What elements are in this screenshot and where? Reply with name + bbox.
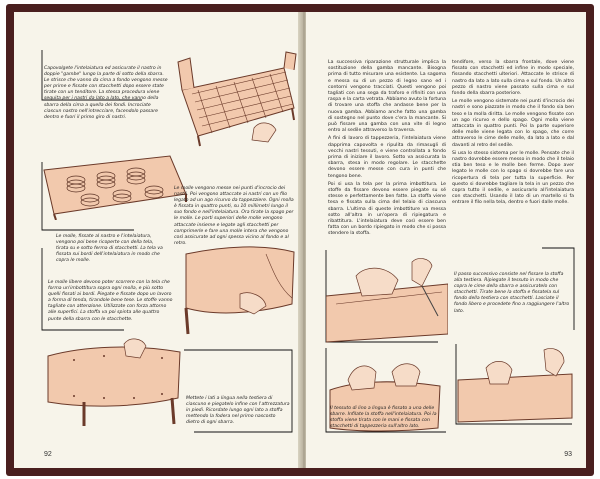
book-spread bbox=[6, 4, 594, 476]
page-number-left: 92 bbox=[44, 451, 52, 458]
body-paragraph: Le molle vengono sistemate nei punti d'incrocio dei nastri e sono piazzate in modo che il fondo sia ben teso e la molla diritta. Le molle vengono fissate con un ago ricurvo e dello spago. Ogni molla viene attaccata in quattro punti. Poi la parte superiore delle molle viene legata con lo spago, che corre attraverso le cime delle molle, da lato a lato e dal davanti al retro del sedile. bbox=[452, 99, 574, 148]
body-paragraph: Poi si usa la tela per la prima imbottitura. Le stoffe da fissare devono essere piegate su sé stesse e perfettamente ben fatte. La stoffa viene tesa e fissata sulla cima del telaio di ciascuna sbarra. L'ultima di queste imbottiture va messa sotto all'altra in un'opera di ripiegatura e ribattitura. L'intelaiatura deve così essere ben fatta con un bordo ripiegato in modo che si possa stendere la stoffa. bbox=[328, 181, 446, 237]
page-number-right: 93 bbox=[564, 451, 572, 458]
bed-frame-webbing-illustration bbox=[164, 50, 302, 148]
body-column-left bbox=[328, 60, 446, 240]
springs-on-frame-illustration bbox=[40, 150, 190, 220]
caption-linen: Il tessuto di lino a lingua è fissato a una delle sbarre. Infilate la stoffa nell'intelaiatura. Poi la stoffa viene tirata con le mani e fissata con stacchetti di tappezzeria sull'altro lato. bbox=[330, 406, 437, 430]
canvas-covered-seat-illustration bbox=[184, 244, 296, 338]
caption-headboard: Il passo successivo consiste nel fissare la stoffa alla testiera. Ripiegate il tessuto in modo che copra le cime della sbarra e assicuratelo con stacchetti. Tirate bene la stoffa e fissatela sul fondo della testiera con stacchetti. Lasciate il fondo libero e procedete fino a raggiungere l'altro lato. bbox=[454, 272, 570, 314]
body-paragraph: La successiva riparazione strutturale implica la sostituzione della gamba mancante. Bisogna prima di tutto misurare una esistente. La sagoma e messa su di un pezzo di legno sano ed i contorni vengono tracciati. Questi vengono poi tagliati con una sega da traforo e rifiniti con una raspa e la carta vetrata. Abbiamo avuto la fortuna di trovare una stoffa che andasse bene per la nuova gamba. Abbiamo anche fatto una gamba di sostegno nel punto dove c'era la mancante. Si può fissare una gamba con una vite di legno entro al sedile attraverso la traversa. bbox=[328, 60, 447, 134]
caption-webbing: Capovolgete l'intelaiatura ed assicurate il nastro in doppie "gambe" lungo la parte di sotto della sbarra. Le strisce che vanno da cima a fondo vengono messe per prime e fissate con stacchetti dopo essere state tirate con un tenditore. La stessa procedura viene seguita per i nastri da lato a lato, che vanno della sbarra della cima a quella dei fondi. Incrociate ciascun nastro nell'intrecciare, facendolo passare dentro e fuori il primo giro di nastri. bbox=[44, 66, 168, 120]
headboard-tacking-illustration bbox=[456, 346, 574, 424]
left-page bbox=[14, 12, 302, 468]
caption-free-springs: Le molle libere devono poter scorrere con la tela che forma un'imbottitura sopra ogni molla, e più sotto quelli fissati ai bordi. Piegate e fissate dopo un lavoro a forma di tenda, tirandole bene tese. Le stoffe vanno tagliate con attenzione. Utilizzate con forza attorno alle superfici. La stoffa va poi spinta alle quattro punte della sbarra con le stacchette. bbox=[48, 280, 173, 322]
body-paragraph: tendifore, verso la sbarra frontale, dove viene fissato con stacchetti ed infine in modo speciale, fissando stacchetti ulteriori. Attaccate le strisce di nastro da lato a lato sulla cima e sul fondo. Un altro pezzo di nastro viene passato sulla cima e sul fondo della sbarra posteriore. bbox=[452, 60, 574, 97]
caption-springs: Le molle vengono messe nei punti d'incrocio dei nastri. Poi vengono attaccate ai nastri con un filo legato ad un ago ricurvo da tappezziere. Ogni molla è fissata in quattro punti, su 10 millimetri lungo il suo fondo e nell'intelaiatura. Ora tirate la spago per le molle. Le parti superiori delle molle vengono attaccate insieme e legate agli stacchetti per comprimerle e fare una molle intera che vengono così assicurate ad ogni spessa vicino al fondo e al retro. bbox=[174, 186, 294, 246]
padding-seat-illustration bbox=[44, 336, 184, 432]
caption-canvas: Le molle, fissate al nastro e l'intelaiatura, vengono poi bene ricoperte con della tela, tirata su e sotto ferma di stacchetti. La tela va fissata sui bordi dell'intelaiatura in modo che copra le molle. bbox=[56, 234, 163, 264]
headboard-fabric-illustration bbox=[326, 256, 448, 344]
right-page bbox=[306, 12, 586, 468]
body-paragraph: A fini di lavoro di tappezzeria, l'intelaiatura viene dapprima capovolta e ripulita da rimasugli di vecchi nastri tessuti, e viene controllata a fondo prima di iniziare il lavoro. Sotto va assicurata la sbarra, stesa in modo regolare. Le stacchette devono essere messe con cura in punti che tengono bene. bbox=[328, 136, 446, 179]
caption-padding: Mettete i lati a lingua nella testiera di ciascuno e piegatelo infine con l'attrezzatura in piedi. Ricordate lungo ogni lato a stoffa mettendo la fodera nel primo nascosto dietro di ogni sbarra. bbox=[186, 396, 290, 426]
body-paragraph: Si usa lo stesso sistema per le molle. Pensate che il nastro dovrebbe essere messo in modo che il telaio stia ben teso e le molle ben ferme. Dopo aver legato le molle con lo spago si dovrebbe fare una ricopertura di tela per tutta la superficie. Per questo si dovrebbe tagliare la tela in un pezzo che copra tutto il sedile, e assicurarlo all'intelaiatura con stacchetti. Usando il lato di un martello si fa entrare il filo nella tela, dentro e fuori dalle molle. bbox=[452, 150, 574, 206]
body-column-right bbox=[452, 60, 574, 209]
